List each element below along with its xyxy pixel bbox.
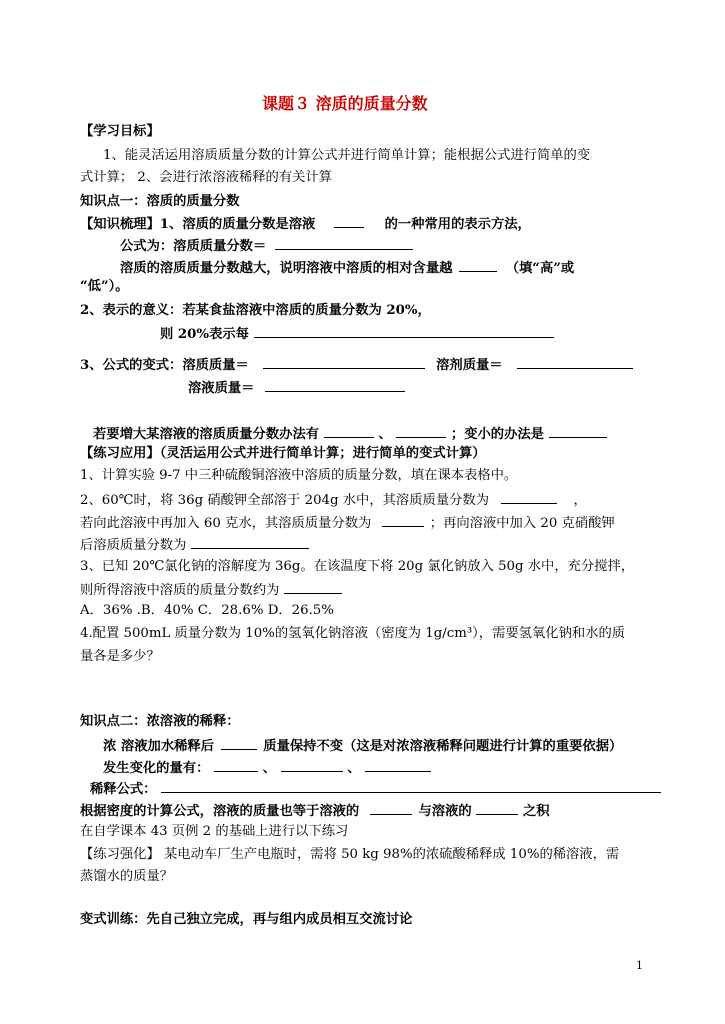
text-fragment: 后溶质质量分数为 [80,538,187,553]
blank-line[interactable] [221,736,257,750]
question-text [80,513,615,533]
text-line [90,779,661,799]
text-fragment: 稀释公式： [90,782,157,797]
blank-line[interactable] [284,580,342,594]
blank-line[interactable] [265,378,405,392]
text-line [80,214,531,234]
text-line [93,424,607,444]
section-heading: 变式训练：先自己独立完成，再与组内成员相互交流讨论 [80,912,413,927]
text-line: “低”）。 [80,279,129,294]
text-line [103,736,622,756]
question-text [80,535,309,555]
blank-line[interactable] [254,324,554,338]
question-text: 4.配置 500mL 质量分数为 10%的氢氧化钠溶液（密度为 1g/cm³），需要氢氧化钠和水的质 [80,626,626,641]
text-fragment: 发生变化的量有： [103,761,210,776]
text-fragment: 、 [378,427,392,442]
text-fragment: 质量保持不变（这是对浓溶液稀释问题进行计算的重要依据） [263,739,623,754]
text-line [120,236,413,256]
blank-line[interactable] [324,424,374,438]
text-fragment: 溶剂质量＝ [436,358,503,373]
text-fragment: 若要増大某溶液的溶质质量分数办法有 [93,427,320,442]
text-line [103,758,431,778]
blank-line[interactable] [459,258,497,272]
text-fragment: ；再向溶液中加入 20 克硝酸钾 [429,516,615,531]
text-line [160,324,554,344]
blank-line[interactable] [365,758,431,772]
blank-line[interactable] [476,801,518,815]
blank-line[interactable] [382,513,424,527]
question-text: 【练习强化】 某电动车厂生产电瓶时，需将 50 kg 98%的浓硫酸稀释成 10%的稀溶液，需 [80,847,620,862]
text-fragment: 公式为：溶质质量分数＝ [120,239,267,254]
text-line: 2、表示的意义：若某食盐溶液中溶质的质量分数为 20%， [80,303,431,318]
text-fragment: 、 [347,761,361,776]
text-fragment: ；变小的办法是 [450,427,544,442]
text-fragment: 2、60℃时，将 36g 硝酸钾全部溶于 204g 水中，其溶质质量分数为 [80,493,490,508]
blank-line[interactable] [370,801,412,815]
text-line [80,801,550,821]
text-fragment: 浓 溶液加水稀释后 [103,739,215,754]
blank-line[interactable] [161,779,661,793]
question-text: 1、计算实验 9-7 中三种硫酸铜溶液中溶质的质量分数，填在课本表格中。 [80,468,518,483]
blank-line[interactable] [281,758,343,772]
question-text [80,490,587,510]
question-text: 3、已知 20℃氯化钠的溶解度为 36g。在该温度下将 20g 氯化钠放入 50g 水中，充分搅拌， [80,559,635,574]
blank-line[interactable] [549,424,607,438]
text-fragment: 则 20%表示每 [160,327,249,342]
blank-line[interactable] [334,214,364,228]
section-heading: 【练习应用】（灵活运用公式并进行简单计算；进行简单的变式计算） [80,446,486,461]
text-fragment: ， [573,493,587,508]
text-fragment: 若向此溶液中再加入 60 克水，其溶质质量分数为 [80,516,372,531]
text-fragment: 3、公式的变式：溶质质量＝ [80,358,249,373]
text-line [188,378,405,398]
blank-line[interactable] [191,535,309,549]
objective-text: 1、能灵活运用溶质质量分数的计算公式并进行简单计算；能根据公式进行简单的变 [103,148,591,163]
section-heading: 【学习目标】 [80,124,160,139]
blank-line[interactable] [263,355,425,369]
text-fragment: 的一种常用的表示方法， [384,217,531,232]
blank-line[interactable] [396,424,446,438]
text-line: 在自学课本 43 页例 2 的基础上进行以下练习 [80,824,349,839]
question-text: 蒸馏水的质量？ [80,869,174,884]
question-text [80,580,342,600]
text-fragment: 溶质的溶质质量分数越大，说明溶液中溶质的相对含量越 [120,261,453,276]
text-fragment: 溶液质量＝ [188,381,255,396]
text-fragment: 则所得溶液中溶质的质量分数约为 [80,583,280,598]
blank-line[interactable] [214,758,258,772]
text-line [120,258,574,278]
text-fragment: 【知识梳理】1、溶质的质量分数是溶液 [80,217,316,232]
knowledge-point-heading: 知识点二：浓溶液的稀释： [80,714,240,729]
text-fragment: （填“高”或 [505,261,575,276]
text-fragment: 、 [262,761,276,776]
text-line [80,355,633,375]
blank-line[interactable] [275,236,413,250]
blank-line[interactable] [501,490,557,504]
knowledge-point-heading: 知识点一：溶质的质量分数 [80,194,240,209]
page-title: 课题３ 溶质的质量分数 [262,94,428,113]
question-text: 量各是多少？ [80,649,160,664]
text-fragment: 与溶液的 [418,804,472,819]
page-number: 1 [636,959,643,972]
objective-text: 式计算； 2、会进行浓溶液稀释的有关计算 [80,170,333,185]
answer-choices: A．36% .B．40% C．28.6% D．26.5% [80,603,334,618]
text-fragment: 之积 [522,804,550,819]
blank-line[interactable] [517,355,633,369]
text-fragment: 根据密度的计算公式，溶液的质量也等于溶液的 [80,804,360,819]
